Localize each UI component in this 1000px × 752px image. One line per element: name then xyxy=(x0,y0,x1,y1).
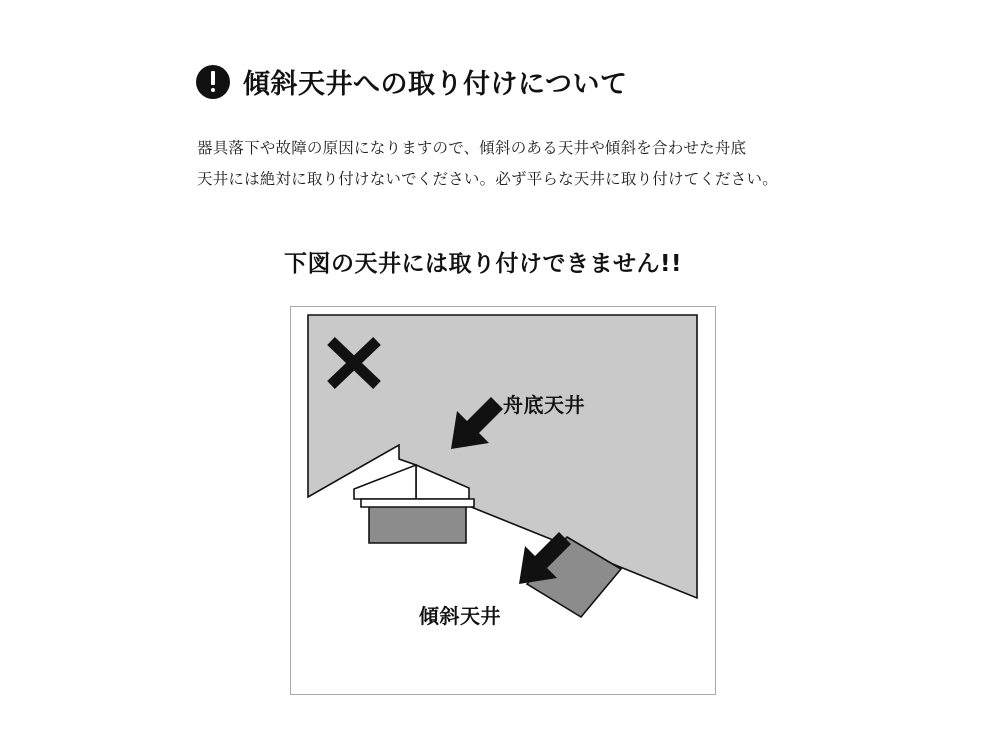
figure-illustration xyxy=(290,306,716,695)
exclamation-circle-icon xyxy=(196,65,230,99)
warning-body-text xyxy=(197,133,837,195)
body-line-1: 器具落下や故障の原因になりますので、傾斜のある天井や傾斜を合わせた舟底 xyxy=(197,139,747,157)
ceiling-diagram-svg xyxy=(291,307,715,694)
warning-heading xyxy=(196,62,627,101)
fixture-box-lip xyxy=(361,499,474,507)
fixture-box xyxy=(369,503,466,543)
figure-caption: 下図の天井には取り付けできません!! xyxy=(284,251,682,277)
label-funazoko-ceiling: 舟底天井 xyxy=(503,393,585,417)
label-keisha-ceiling: 傾斜天井 xyxy=(419,604,501,628)
body-line-2: 天井には絶対に取り付けないでください。必ず平らな天井に取り付けてください。 xyxy=(197,170,778,188)
ridge-white-block-left xyxy=(354,465,416,499)
page-title: 傾斜天井への取り付けについて xyxy=(243,69,628,100)
